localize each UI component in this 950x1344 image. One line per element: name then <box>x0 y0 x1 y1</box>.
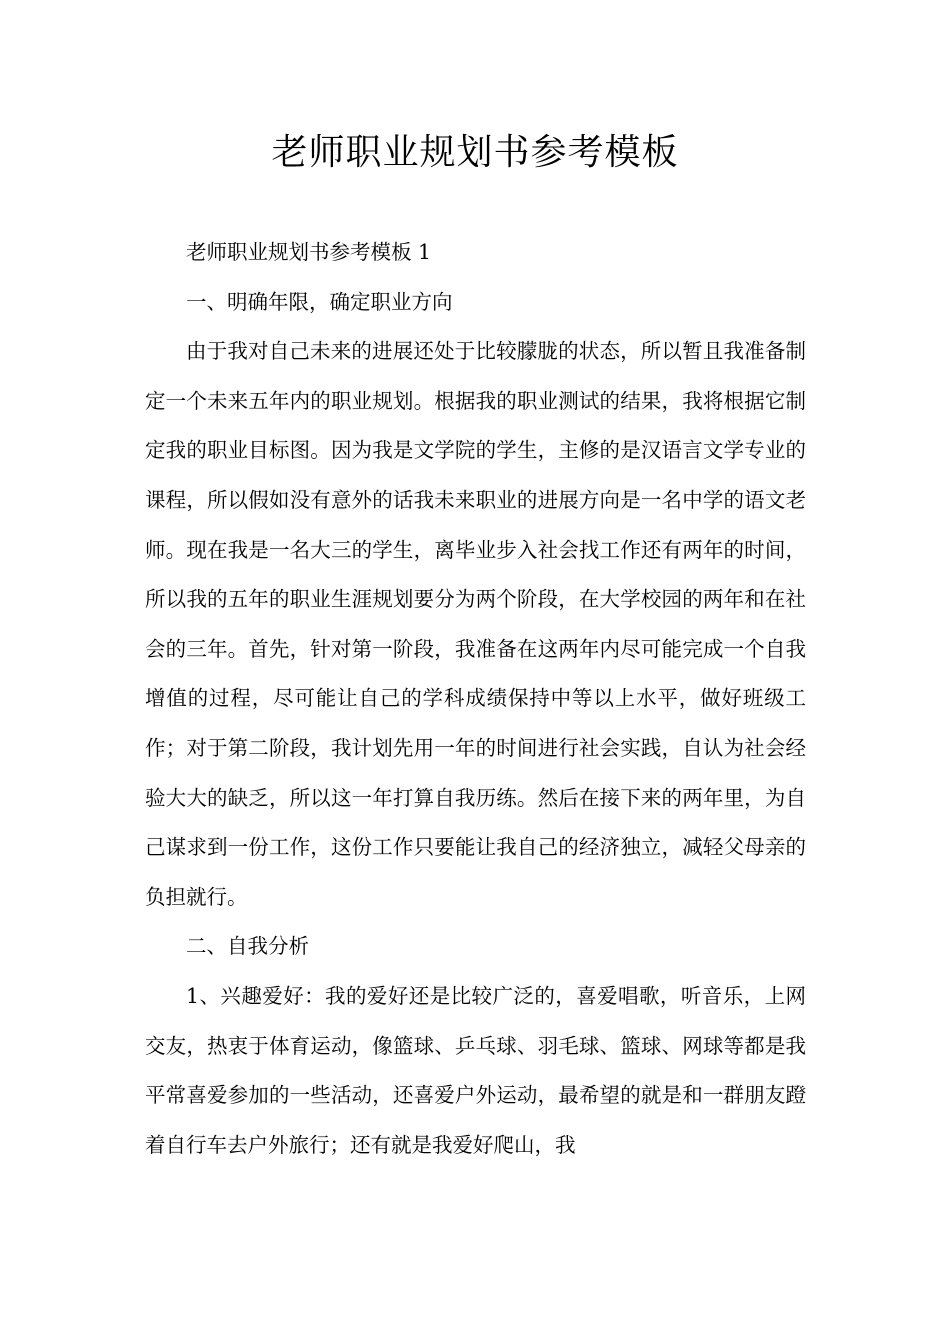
document-body <box>145 228 806 1170</box>
paragraph-career-plan: 由于我对自己未来的进展还处于比较朦胧的状态，所以暂且我准备制定一个未来五年内的职业规划。根据我的职业测试的结果，我将根据它制定我的职业目标图。因为我是文学院的学生，主修的是汉语言文学专业的课程，所以假如没有意外的话我未来职业的进展方向是一名中学的语文老师。现在我是一名大三的学生，离毕业步入社会找工作还有两年的时间，所以我的五年的职业生涯规划要分为两个阶段，在大学校园的两年和在社会的三年。首先，针对第一阶段，我准备在这两年内尽可能完成一个自我增值的过程，尽可能让自己的学科成绩保持中等以上水平，做好班级工作；对于第二阶段，我计划先用一年的时间进行社会实践，自认为社会经验大大的缺乏，所以这一年打算自我历练。然后在接下来的两年里，为自己谋求到一份工作，这份工作只要能让我自己的经济独立，减轻父母亲的负担就行。 <box>145 339 806 909</box>
paragraph-interests: 1、兴趣爱好：我的爱好还是比较广泛的，喜爱唱歌，听音乐，上网交友，热衷于体育运动，像篮球、乒乓球、羽毛球、篮球、网球等都是我平常喜爱参加的一些活动，还喜爱户外运动，最希望的就是和一群朋友蹬着自行车去户外旅行；还有就是我爱好爬山，我 <box>145 983 806 1157</box>
section-heading-career-direction: 一、明确年限，确定职业方向 <box>186 289 453 314</box>
document-title: 老师职业规划书参考模板 <box>271 132 679 173</box>
section-heading-self-analysis: 二、自我分析 <box>186 934 309 959</box>
section-heading-template-1: 老师职业规划书参考模板 1 <box>186 240 432 264</box>
